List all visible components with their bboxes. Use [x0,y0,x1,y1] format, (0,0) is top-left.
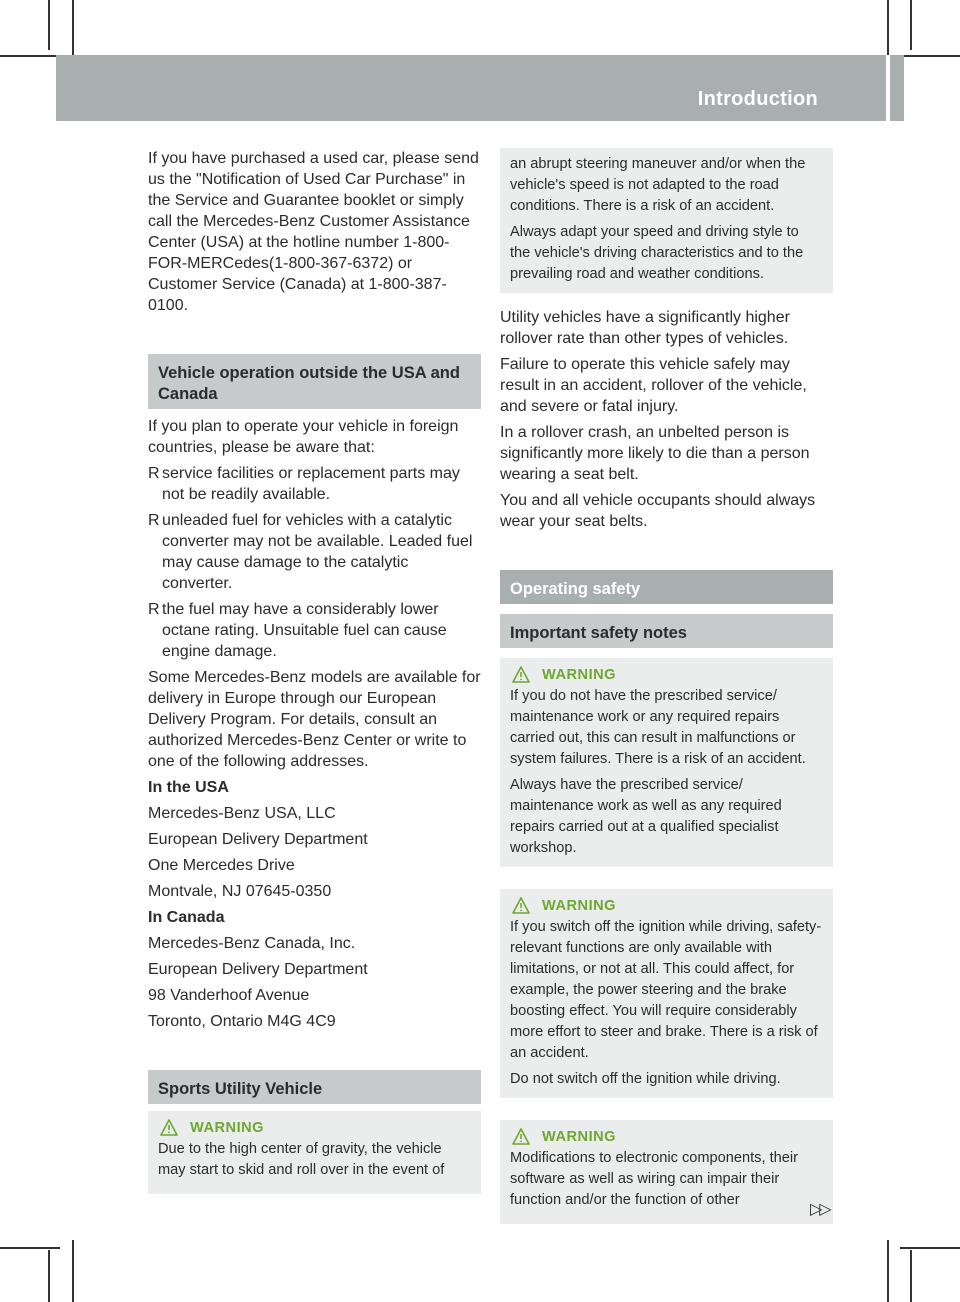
crop-mark [910,1250,912,1302]
list-item [148,599,481,662]
crop-mark [900,1247,960,1249]
crop-mark [910,0,912,50]
warning-text: Do not switch off the ignition while driving. [510,1071,781,1087]
bullet-icon: R [148,601,160,618]
right-column [500,148,833,1246]
list-item [148,463,481,505]
section-heading-operating-safety: Operating safety [500,570,833,604]
crop-mark [72,0,74,60]
page-number: 25 [907,92,926,111]
page-header [56,55,926,121]
warning-text: If you switch off the ignition while driving, safety-relevant functions are only available with limitations, or not at all. This could affect, for example, the power steering and the brake boosting effect. You will require considerably more effort to steer and brake. There is a risk of an accident. [510,919,822,1061]
bullet-text: service facilities or replacement parts may not be readily available. [162,465,460,503]
bullet-text: unleaded fuel for vehicles with a catalytic converter may not be available. Leaded fuel may cause damage to the catalytic converter. [162,512,473,592]
list-item [148,510,481,594]
address-line: Montvale, NJ 07645-0350 [148,883,332,900]
warning-text: an abrupt steering maneuver and/or when the vehicle's speed is not adapted to the road conditions. There is a risk of an accident. [510,156,806,214]
rollover-rate-paragraph: Utility vehicles have a significantly higher rollover rate than other types of vehicles. [500,309,790,347]
bullet-text: the fuel may have a considerably lower octane rating. Unsuitable fuel can cause engine damage. [162,601,447,660]
chapter-title: Introduction [697,88,818,110]
bullet-icon: R [148,512,160,529]
used-car-paragraph: If you have purchased a used car, please send us the "Notification of Used Car Purchase" in the Service and Guarantee booklet or simply call the Mercedes-Benz Customer Assistance Center (USA) at the hotline number 1-800-FOR-MERCedes(1-800-367-6372) or Customer Service (Canada) at 1-800-387-0100. [148,150,479,314]
crop-mark [887,0,889,60]
rollover-crash-paragraph: In a rollover crash, an unbelted person is significantly more likely to die than a person wearing a seat belt. [500,424,810,483]
canada-heading: In Canada [148,909,225,926]
warning-triangle-icon [512,897,530,914]
crop-mark [904,55,960,57]
warning-label: WARNING [190,1119,265,1136]
warning-box-continued [500,148,833,293]
foreign-countries-paragraph: If you plan to operate your vehicle in foreign countries, please be aware that: [148,418,459,456]
crop-mark [48,0,50,50]
warning-box [148,1111,481,1194]
warning-header [158,1119,471,1136]
warning-triangle-icon [512,1128,530,1145]
section-heading-important-safety-notes: Important safety notes [500,614,833,648]
usa-heading: In the USA [148,779,229,796]
address-line: Toronto, Ontario M4G 4C9 [148,1013,336,1030]
seat-belt-paragraph: You and all vehicle occupants should always wear your seat belts. [500,492,816,530]
warning-text: Always have the prescribed service/ maintenance work as well as any required repairs carried out at a qualified specialist workshop. [510,777,782,856]
section-heading-vehicle-operation: Vehicle operation outside the USA and Canada [148,354,481,409]
address-line: Mercedes-Benz Canada, Inc. [148,935,356,952]
crop-mark [0,55,56,57]
section-heading-suv: Sports Utility Vehicle [148,1070,481,1104]
warning-header [510,897,823,914]
warning-text: If you do not have the prescribed service/ maintenance work or any required repairs carried out, this can result in malfunctions or system failures. There is a risk of an accident. [510,688,806,767]
address-line: Mercedes-Benz USA, LLC [148,805,336,822]
bullet-icon: R [148,465,160,482]
warning-box [500,1120,833,1224]
failure-paragraph: Failure to operate this vehicle safely may result in an accident, rollover of the vehicle, and severe or fatal injury. [500,356,807,415]
address-line: European Delivery Department [148,831,368,848]
warning-box [500,889,833,1098]
warning-header [510,1128,823,1145]
warning-text: Due to the high center of gravity, the vehicle may start to skid and roll over in the event of [158,1141,445,1178]
warning-label: WARNING [542,1128,617,1145]
left-column [148,148,481,1216]
warning-triangle-icon [160,1119,178,1136]
warning-triangle-icon [512,666,530,683]
address-line: 98 Vanderhoof Avenue [148,987,310,1004]
delivery-paragraph: Some Mercedes-Benz models are available for delivery in Europe through our European Delivery Program. For details, consult an authorized Mercedes-Benz Center or write to one of the following addresses. [148,669,481,770]
address-line: One Mercedes Drive [148,857,295,874]
bullet-list [148,463,481,662]
warning-box [500,658,833,867]
warning-text: Modifications to electronic components, their software as well as wiring can impair their function and/or the function of other [510,1150,798,1208]
warning-label: WARNING [542,666,617,683]
warning-header [510,666,823,683]
header-divider [886,55,890,121]
crop-mark [887,1240,889,1302]
warning-text: Always adapt your speed and driving style to the vehicle's driving characteristics and to the prevailing road and weather conditions. [510,224,804,282]
crop-mark [72,1240,74,1302]
warning-label: WARNING [542,897,617,914]
crop-mark [48,1250,50,1302]
continue-arrows-icon: ▷▷ [810,1201,829,1218]
crop-mark [0,1247,60,1249]
address-line: European Delivery Department [148,961,368,978]
